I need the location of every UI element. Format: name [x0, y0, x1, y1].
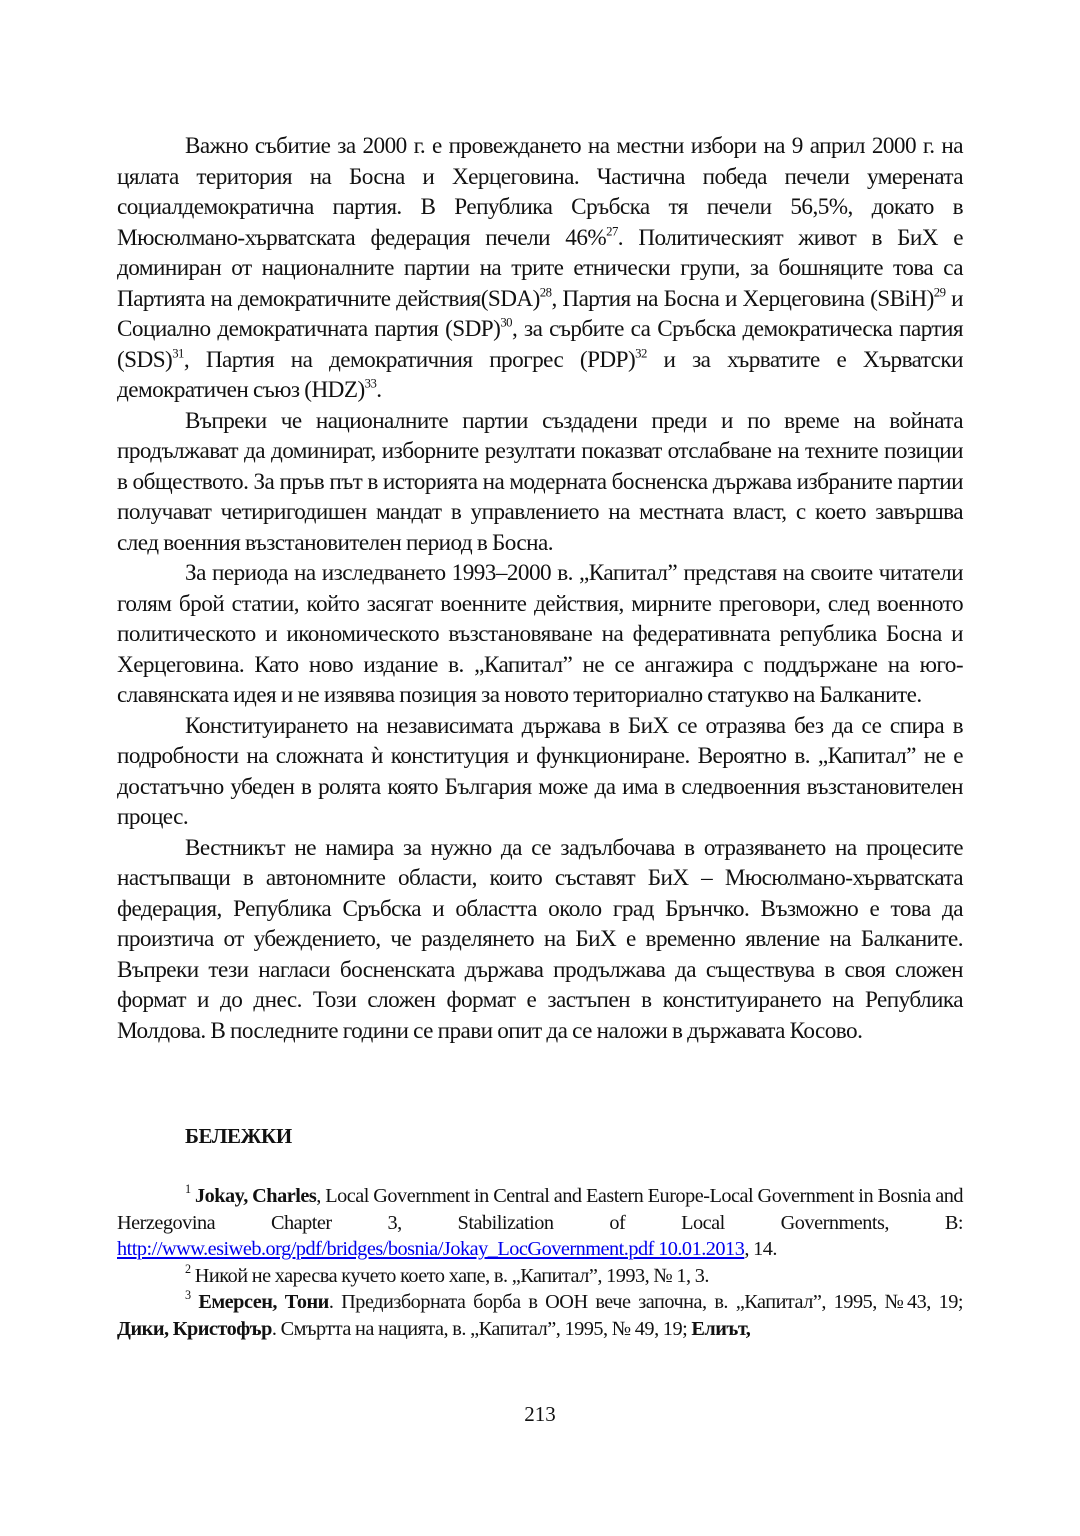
footnote-ref-32[interactable]: 32: [635, 345, 647, 360]
footnote-text: . Смъртта на нацията, в. „Капитал”, 1995, № 49, 19;: [271, 1317, 692, 1340]
footnote-number: 1: [185, 1181, 191, 1196]
footnote-text: , Local Government in Central and Eastern Europe-Local Government in Bosnia and Herzegovina Chapter 3, Stabilization of Local Governments, В:: [117, 1185, 963, 1234]
footnote-author: Дики, Кристофър: [117, 1317, 272, 1340]
footnote-text: . Предизборната борба в ООН вече започна, в. „Капитал”, 1995, №43, 19;: [328, 1291, 963, 1313]
paragraph-2: Въпреки че националните партии създадени преди и по време на войната продължават да доминират, изборните резултати показват отслабване на техните позиции в обществото. За пръв път в историята на модерната босненска държава избраните партии получават четиригодишен мандат в управлението на местната власт, с което завършва след военния възстановителен период в Босна.: [117, 407, 963, 556]
text-run: , за сърбите са Сръбска демократическа партия (SDS): [117, 316, 963, 373]
text-run: .: [376, 377, 382, 403]
text-run: и Социално демократичната партия (SDP): [117, 285, 963, 342]
footnote-author: Елиът,: [691, 1317, 751, 1340]
footnote-number: 2: [185, 1261, 191, 1276]
paragraph-5: Вестникът не намира за нужно да се задълбочава в отразяването на процесите настъпващи в автономните области, които съставят БиХ – Мюсюлмано-хърватската федерация, Република Сръбска и областта около град Брънчко. Възможно е това да произтича от убеждението, че разделянето на БиХ е временно явление на Балканите. Въпреки тези нагласи босненската държава продължава да съществува в своя сложен формат и до днес. Този сложен формат е застъпен в конституирането на Република Молдова. В последните години се прави опит да се наложи в държавата Косово.: [117, 834, 963, 1044]
footnote-ref-27[interactable]: 27: [606, 223, 618, 238]
footnote-ref-29[interactable]: 29: [933, 284, 946, 299]
notes-heading: БЕЛЕЖКИ: [185, 1124, 292, 1148]
footnote-1: [117, 1183, 963, 1263]
footnote-number: 3: [185, 1287, 191, 1302]
footnote-3: [117, 1289, 963, 1342]
footnote-text: Никой не харесва кучето което хапе, в. „Капитал”, 1993, № 1, 3.: [194, 1264, 709, 1287]
footnote-text: , 14.: [744, 1238, 777, 1260]
text-run: . Политическият живот в БиХ е доминиран от националните партии на трите етнически групи, за бошняците това са Партията на демократичните действия(SDA): [117, 224, 963, 312]
footnote-ref-30[interactable]: 30: [500, 315, 512, 330]
body-text: [117, 131, 963, 1046]
footnote-link[interactable]: http://www.esiweb.org/pdf/bridges/bosnia/Jokay_LocGovernment.pdf 10.01.2013: [117, 1238, 745, 1260]
footnotes: [117, 1183, 963, 1342]
paragraph-1: [117, 131, 963, 406]
text-run: и за хърватите е Хърватски демократичен съюз (HDZ): [117, 346, 963, 403]
footnote-ref-33[interactable]: 33: [364, 376, 377, 391]
footnote-author: Емерсен, Тони: [198, 1291, 329, 1313]
page-number: 213: [524, 1402, 556, 1426]
text-run: , Партия на Босна и Херцеговина (SBiH): [551, 285, 934, 312]
text-run: Важно събитие за 2000 г. е провеждането на местни избори на 9 април 2000 г. на цялата територия на Босна и Херцеговина. Частична победа печели умерената социалдемократична партия. В Република Сръбска тя печели 56,5%, докато в Мюсюлмано-хърватската федерация печели 46%: [117, 133, 963, 251]
paragraph-3: За периода на изследването 1993–2000 в. „Капитал” представя на своите читатели голям брой статии, който засягат военните действия, мирните преговори, след военното политическото и икономическото възстановяване на федеративната република Босна и Херцеговина. Като ново издание в. „Капитал” не се ангажира с поддържане на юго-славянската идея и не изявява позиция за новото териториално статукво на Балканите.: [117, 560, 963, 708]
footnote-ref-28[interactable]: 28: [539, 284, 552, 299]
footnote-author: Jokay, Charles: [194, 1185, 317, 1207]
paragraph-4: Конституирането на независимата държава в БиХ се отразява без да се спира в подробности на сложната ѝ конституция и функциониране. Вероятно в. „Капитал” не е достатъчно убеден в ролята която България може да има в следвоенния възстановителен процес.: [117, 712, 963, 830]
footnote-ref-31[interactable]: 31: [172, 345, 184, 360]
footnote-2: [117, 1263, 963, 1290]
page-content: [117, 131, 963, 1342]
text-run: , Партия на демократичния прогрес (PDP): [183, 346, 636, 373]
